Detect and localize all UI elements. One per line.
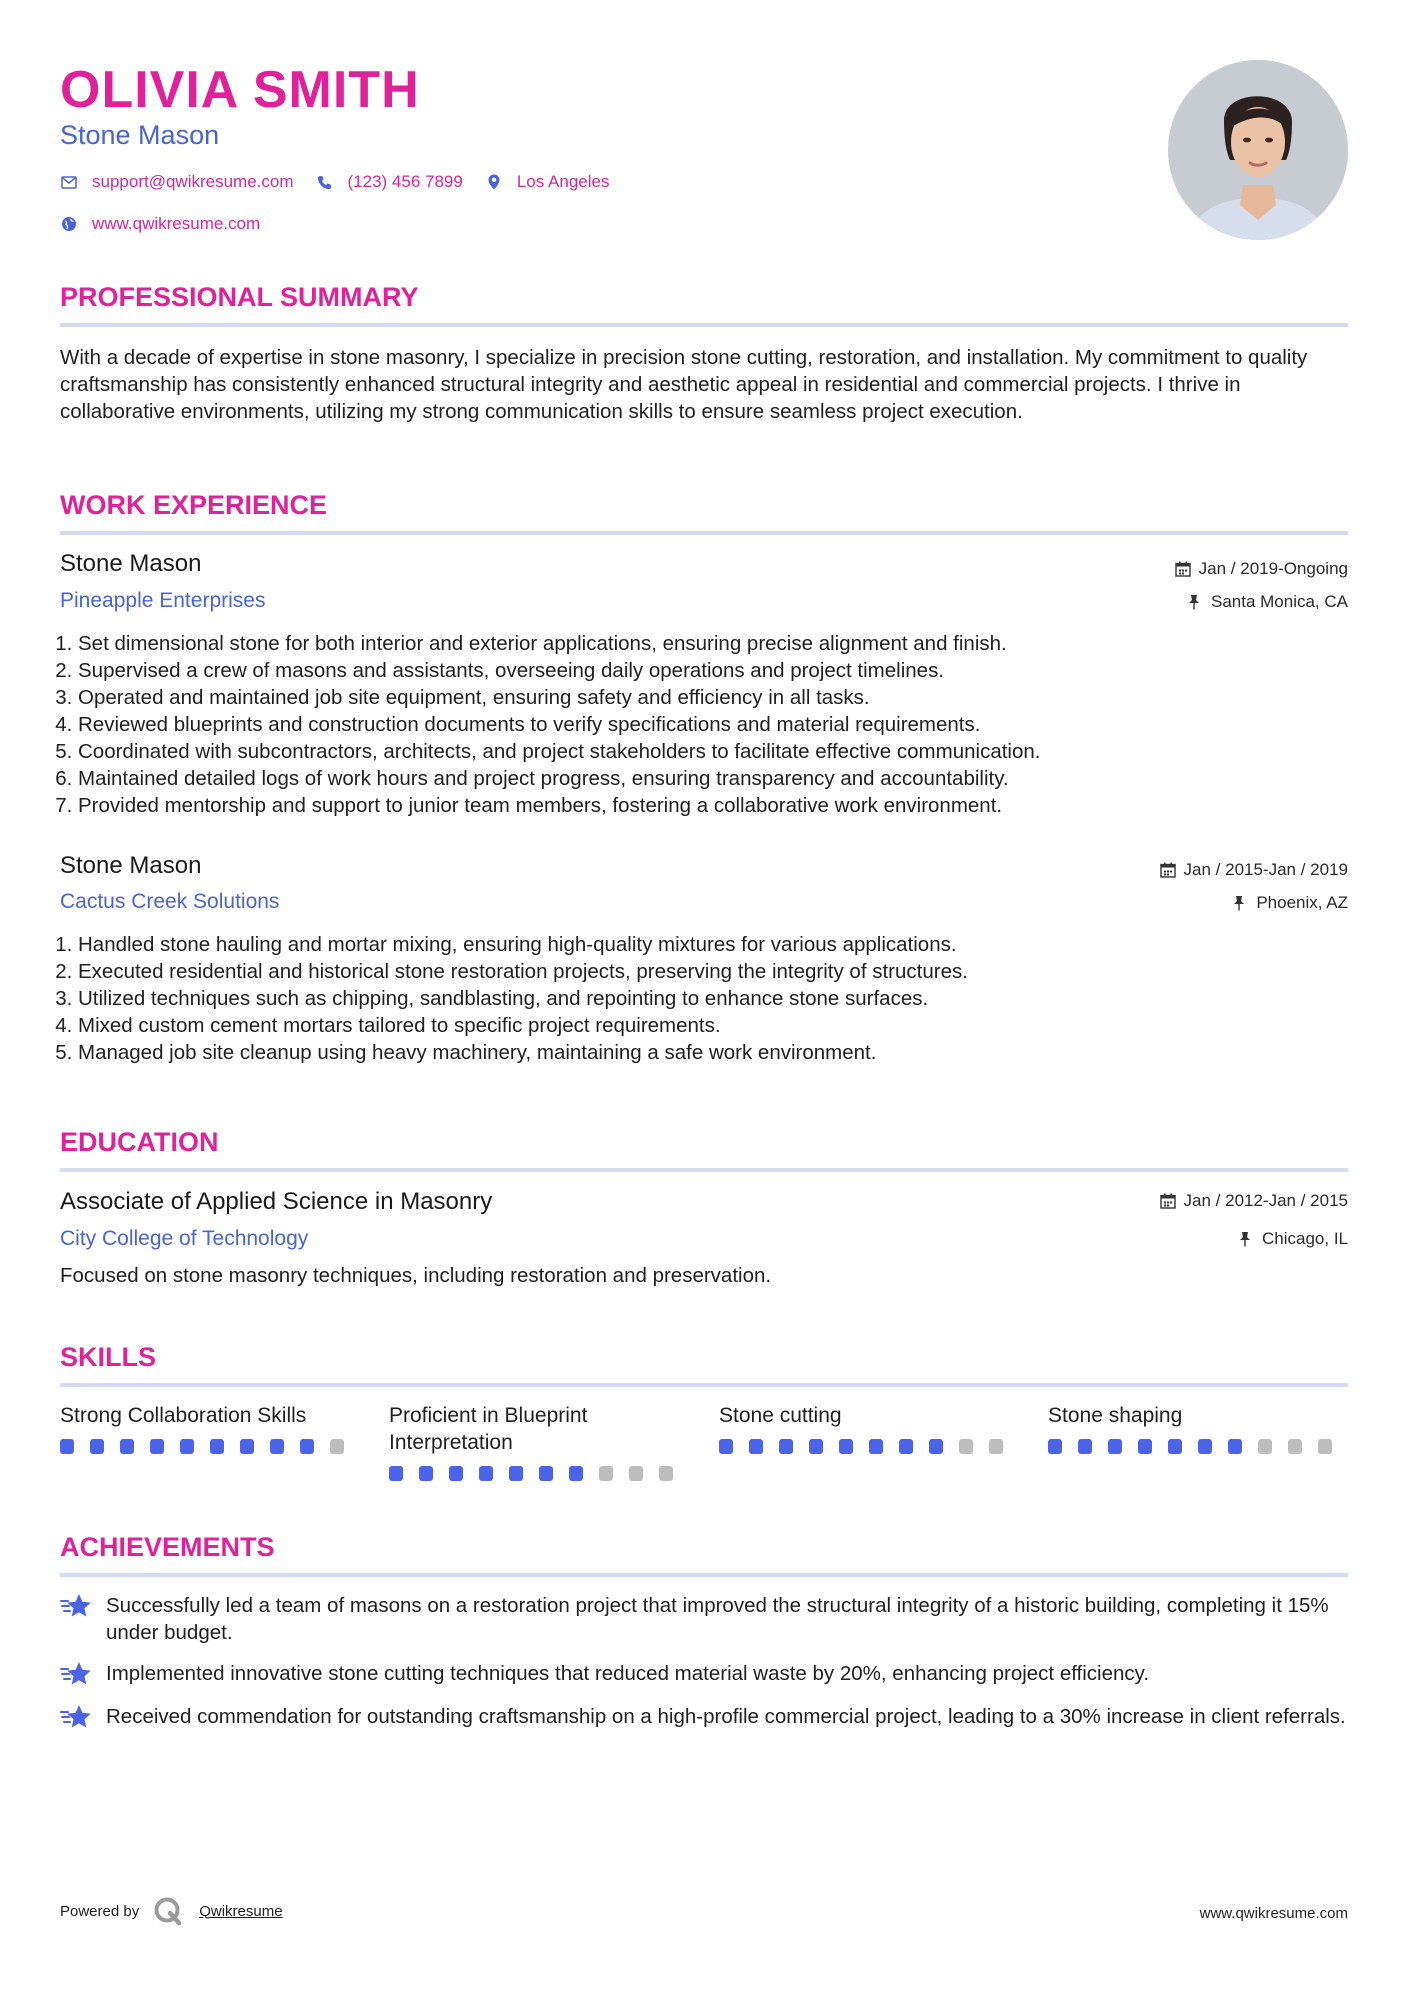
skills-heading: SKILLS [60, 1341, 1348, 1387]
rating-dot-filled [419, 1466, 433, 1481]
rating-dot-filled [719, 1439, 733, 1454]
contact-row [60, 172, 631, 192]
email-text: support@qwikresume.com [92, 172, 294, 191]
rating-dot-filled [180, 1439, 194, 1454]
job-company: Cactus Creek Solutions [60, 890, 280, 913]
job-location [1232, 892, 1348, 914]
rating-dot-filled [479, 1466, 493, 1481]
skill-rating [1048, 1439, 1348, 1454]
rating-dot-filled [929, 1439, 943, 1454]
rating-dot-filled [869, 1439, 883, 1454]
contact-row-web [60, 214, 282, 234]
rating-dot-filled [1168, 1439, 1182, 1454]
rating-dot-filled [90, 1439, 104, 1454]
job-dates-text: Jan / 2015-Jan / 2019 [1183, 860, 1348, 879]
profile-photo [1168, 60, 1348, 240]
star-icon [60, 1660, 94, 1688]
job-title: Stone Mason [60, 550, 202, 577]
skill-name: Strong Collaboration Skills [60, 1404, 307, 1427]
rating-dot-filled [839, 1439, 853, 1454]
summary-heading: PROFESSIONAL SUMMARY [60, 281, 1348, 327]
list-item: 4. Mixed custom cement mortars tailored to specific project requirements. [78, 1012, 1338, 1039]
qwikresume-logo-icon [153, 1896, 183, 1926]
list-item: 2. Executed residential and historical stone restoration projects, preserving the integrity of structures. [78, 958, 1338, 985]
list-item: 4. Reviewed blueprints and construction documents to verify specifications and material requirements. [78, 711, 1338, 738]
footer-powered-by [60, 1896, 283, 1926]
rating-dot-filled [539, 1466, 553, 1481]
rating-dot-filled [389, 1466, 403, 1481]
rating-dot-filled [449, 1466, 463, 1481]
rating-dot-filled [1078, 1439, 1092, 1454]
footer-website[interactable]: www.qwikresume.com [1199, 1905, 1348, 1922]
achievement-item [60, 1703, 1350, 1731]
achievement-item [60, 1592, 1350, 1646]
experience-heading: WORK EXPERIENCE [60, 489, 1348, 535]
rating-dot-empty [989, 1439, 1003, 1454]
rating-dot-filled [300, 1439, 314, 1454]
phone-text: (123) 456 7899 [347, 172, 463, 191]
phone-icon [316, 173, 334, 191]
rating-dot-filled [1048, 1439, 1062, 1454]
rating-dot-filled [1198, 1439, 1212, 1454]
pushpin-icon [1187, 594, 1203, 610]
list-item: 5. Managed job site cleanup using heavy machinery, maintaining a safe work environment. [78, 1039, 1338, 1066]
rating-dot-filled [60, 1439, 74, 1454]
education-degree: Associate of Applied Science in Masonry [60, 1188, 493, 1215]
contact-email[interactable] [60, 172, 294, 192]
star-icon [60, 1592, 94, 1620]
job-company: Pineapple Enterprises [60, 589, 266, 612]
calendar-icon [1160, 862, 1176, 878]
rating-dot-empty [629, 1466, 643, 1481]
rating-dot-empty [1258, 1439, 1272, 1454]
list-item: 5. Coordinated with subcontractors, architects, and project stakeholders to facilitate effective communication. [78, 738, 1338, 765]
rating-dot-filled [150, 1439, 164, 1454]
rating-dot-filled [749, 1439, 763, 1454]
rating-dot-empty [1288, 1439, 1302, 1454]
rating-dot-filled [809, 1439, 823, 1454]
job-location-text: Phoenix, AZ [1256, 893, 1348, 912]
job-dates-text: Jan / 2019-Ongoing [1198, 559, 1348, 578]
job-dates [1175, 558, 1348, 580]
job-dates [1160, 859, 1348, 881]
rating-dot-filled [569, 1466, 583, 1481]
achievement-text: Received commendation for outstanding craftsmanship on a high-profile commercial project, leading to a 30% increase in client referrals. [106, 1705, 1346, 1728]
rating-dot-filled [120, 1439, 134, 1454]
candidate-title: Stone Mason [60, 120, 220, 150]
job-bullets [78, 931, 1338, 1066]
list-item: 3. Operated and maintained job site equipment, ensuring safety and efficiency in all tasks. [78, 684, 1338, 711]
list-item: 1. Set dimensional stone for both interior and exterior applications, ensuring precise alignment and finish. [78, 630, 1338, 657]
map-marker-icon [485, 173, 503, 191]
education-dates-text: Jan / 2012-Jan / 2015 [1183, 1191, 1348, 1210]
rating-dot-filled [270, 1439, 284, 1454]
rating-dot-filled [1138, 1439, 1152, 1454]
job-title: Stone Mason [60, 852, 202, 879]
rating-dot-empty [1318, 1439, 1332, 1454]
rating-dot-filled [240, 1439, 254, 1454]
powered-by-label: Powered by [60, 1902, 140, 1920]
job-bullets [78, 630, 1338, 819]
contact-location [485, 172, 610, 192]
skill-rating [60, 1439, 360, 1454]
skill-item [389, 1402, 689, 1481]
globe-icon [60, 215, 78, 233]
contact-website[interactable] [60, 214, 260, 234]
skill-item [60, 1402, 360, 1454]
list-item: 1. Handled stone hauling and mortar mixing, ensuring high-quality mixtures for various applications. [78, 931, 1338, 958]
rating-dot-filled [779, 1439, 793, 1454]
list-item: 2. Supervised a crew of masons and assistants, overseeing daily operations and project timelines. [78, 657, 1338, 684]
education-dates [1160, 1190, 1348, 1212]
footer-brand-link[interactable]: Qwikresume [199, 1902, 283, 1920]
candidate-name: OLIVIA SMITH [60, 61, 420, 119]
list-item: 7. Provided mentorship and support to junior team members, fostering a collaborative work environment. [78, 792, 1338, 819]
calendar-icon [1160, 1193, 1176, 1209]
skill-item [719, 1402, 1019, 1454]
website-text: www.qwikresume.com [92, 214, 261, 233]
skill-name: Stone cutting [719, 1404, 842, 1427]
education-school: City College of Technology [60, 1227, 309, 1250]
education-description: Focused on stone masonry techniques, including restoration and preservation. [60, 1264, 772, 1287]
skill-rating [389, 1466, 689, 1481]
pushpin-icon [1232, 895, 1248, 911]
job-location-text: Santa Monica, CA [1210, 592, 1348, 611]
envelope-icon [60, 173, 78, 191]
rating-dot-filled [1108, 1439, 1122, 1454]
star-icon [60, 1703, 94, 1731]
list-item: 6. Maintained detailed logs of work hours and project progress, ensuring transparency and accountability. [78, 765, 1338, 792]
rating-dot-empty [659, 1466, 673, 1481]
skill-item [1048, 1402, 1348, 1454]
contact-phone[interactable] [316, 172, 463, 192]
rating-dot-empty [599, 1466, 613, 1481]
summary-text: With a decade of expertise in stone masonry, I specialize in precision stone cutting, restoration, and installation. My commitment to quality craftsmanship has consistently enhanced structural integrity and aesthetic appeal in residential and commercial projects. I thrive in collaborative environments, utilizing my strong communication skills to ensure seamless project execution. [60, 346, 1308, 423]
rating-dot-filled [899, 1439, 913, 1454]
rating-dot-filled [1228, 1439, 1242, 1454]
education-location [1238, 1228, 1348, 1250]
rating-dot-empty [959, 1439, 973, 1454]
achievements-heading: ACHIEVEMENTS [60, 1531, 1348, 1577]
job-location [1187, 591, 1348, 613]
pushpin-icon [1238, 1231, 1254, 1247]
education-heading: EDUCATION [60, 1126, 1348, 1172]
location-text: Los Angeles [516, 172, 610, 191]
achievement-text: Successfully led a team of masons on a restoration project that improved the structural integrity of a historic building, completing it 15% under budget. [106, 1594, 1329, 1644]
skill-rating [719, 1439, 1019, 1454]
achievement-text: Implemented innovative stone cutting techniques that reduced material waste by 20%, enhancing project efficiency. [106, 1662, 1150, 1685]
skill-name: Stone shaping [1048, 1404, 1183, 1427]
rating-dot-filled [509, 1466, 523, 1481]
calendar-icon [1175, 561, 1191, 577]
list-item: 3. Utilized techniques such as chipping, sandblasting, and repointing to enhance stone surfaces. [78, 985, 1338, 1012]
education-location-text: Chicago, IL [1262, 1229, 1348, 1248]
rating-dot-filled [210, 1439, 224, 1454]
achievement-item [60, 1660, 1350, 1688]
rating-dot-empty [330, 1439, 344, 1454]
skill-name: Proficient in Blueprint Interpretation [389, 1404, 588, 1454]
